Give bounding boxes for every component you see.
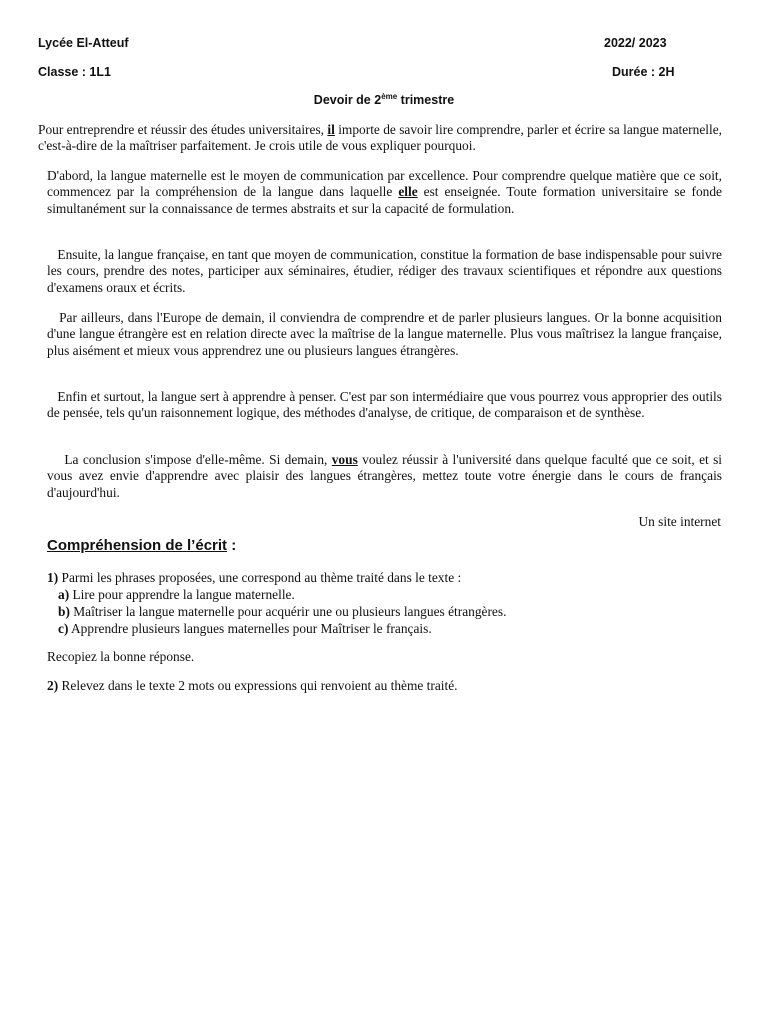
class-label: Classe : 1L1 — [38, 65, 111, 79]
p4-text: Enfin et surtout, la langue sert à apprendre à penser. C'est par son intermédiaire que vous pourrez vous approprier des outils de pensée, tels qu'un raisonnement logique, des méthodes d'analyse, de critique, de comparaison et de synthèse. — [47, 389, 722, 421]
duration-label: Durée : 2H — [612, 65, 675, 79]
option-c-text: Apprendre plusieurs langues maternelles pour Maîtriser le français. — [68, 621, 432, 636]
question-1 — [47, 569, 727, 637]
underlined-word-elle: elle — [398, 184, 418, 200]
exam-title — [0, 93, 768, 107]
p3-text: Par ailleurs, dans l'Europe de demain, il conviendra de comprendre et de parler plusieurs langues. Or la bonne acquisition d'une langue étrangère est en relation directe avec la maîtrise de la langue maternelle. Plus vous maîtrisez la langue française, plus aisément et mieux vous apprendrez une ou plusieurs langues étrangères. — [47, 310, 723, 358]
text-source: Un site internet — [638, 514, 721, 529]
option-b-text: Maîtriser la langue maternelle pour acquérir une ou plusieurs langues étrangères. — [69, 604, 507, 619]
text-paragraph-2 — [47, 247, 722, 296]
question-1-prompt — [47, 569, 727, 586]
comprehension-title-text: Compréhension de l’écrit — [47, 537, 228, 554]
question-2 — [47, 677, 727, 694]
comprehension-section-title — [47, 537, 236, 554]
p5-text-part-1: La conclusion s'impose d'elle-même. Si demain, — [64, 452, 332, 467]
exam-title-superscript: ème — [381, 92, 398, 101]
p5-text-part-2: voulez réussir à l'université dans quelque faculté que ce soit, et si vous avez envie d'apprendre avec plaisir des langues étrangères, mettez toute votre énergie dans le cours de français d'aujourd'hui. — [47, 452, 723, 500]
option-b — [47, 603, 727, 620]
question-2-text: Relevez dans le texte 2 mots ou expressions qui renvoient au thème traité. — [58, 678, 458, 693]
instruction-recopy: Recopiez la bonne réponse. — [47, 649, 195, 664]
p2-text: Ensuite, la langue française, en tant que moyen de communication, constitue la formation de base indispensable pour suivre les cours, prendre des notes, participer aux séminaires, étudier, rédiger des travaux scientifiques et répondre aux questions d'examens oraux et écrits. — [47, 247, 722, 295]
option-b-letter: b) — [58, 604, 70, 619]
text-intro-paragraph — [38, 122, 722, 155]
question-2-number: 2) — [47, 678, 59, 693]
underlined-word-il: il — [327, 122, 335, 137]
comprehension-title-suffix: : — [227, 537, 237, 554]
text-paragraph-1 — [47, 168, 722, 217]
p1-text-part-1: D'abord, la langue maternelle est le moyen de communication par excellence. Pour comprendre quelque matière que ce soit, commencez par la compréhension de la langue dans laquelle — [47, 168, 722, 200]
option-a-letter: a) — [58, 587, 70, 602]
school-name: Lycée El-Atteuf — [38, 36, 129, 50]
exam-title-suffix: trimestre — [397, 93, 455, 107]
school-year: 2022/ 2023 — [604, 36, 667, 50]
option-c — [47, 620, 727, 637]
option-a — [47, 586, 727, 603]
underlined-word-vous: vous — [331, 452, 358, 467]
text-paragraph-3 — [47, 310, 722, 359]
intro-text-part-1: Pour entreprendre et réussir des études universitaires, — [38, 122, 328, 137]
text-paragraph-4 — [47, 389, 722, 422]
p1-text-part-2: est enseignée. Toute formation universitaire se fonde simultanément sur la connaissance de termes abstraits et sur la capacité de formulation. — [47, 184, 722, 216]
question-1-number: 1) — [47, 570, 59, 585]
question-1-text: Parmi les phrases proposées, une correspond au thème traité dans le texte : — [58, 570, 462, 585]
option-c-letter: c) — [58, 621, 69, 636]
option-a-text: Lire pour apprendre la langue maternelle. — [69, 587, 295, 602]
text-paragraph-5 — [47, 452, 722, 501]
intro-text-part-2: importe de savoir lire comprendre, parler et écrire sa langue maternelle, c'est-à-dire de la maîtriser parfaitement. Je crois utile de vous expliquer pourquoi. — [38, 122, 723, 154]
exam-title-prefix: Devoir de 2 — [313, 93, 382, 107]
